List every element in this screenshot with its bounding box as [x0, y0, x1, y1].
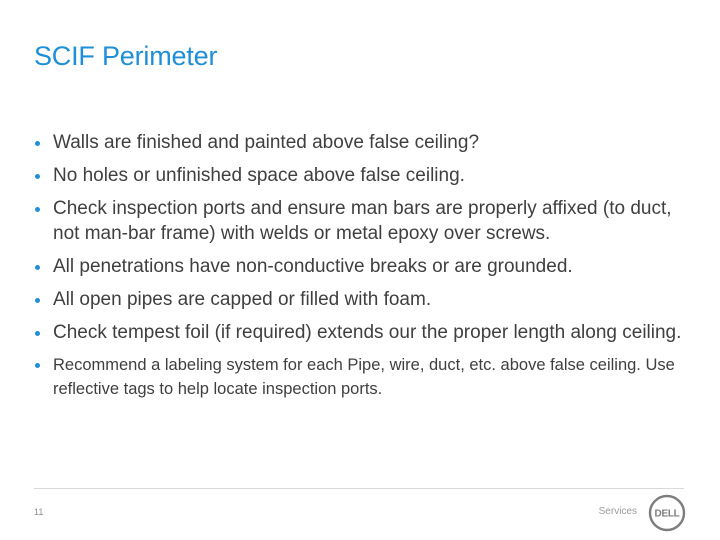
slide-title: SCIF Perimeter — [34, 41, 218, 71]
footer-divider — [34, 488, 684, 489]
bullet-item: Walls are finished and painted above false ceiling? — [34, 130, 694, 155]
page-number: 11 — [34, 507, 44, 517]
bullet-list — [34, 130, 694, 409]
bullet-item: All penetrations have non-conductive breaks or are grounded. — [34, 254, 694, 279]
bullet-item: Check tempest foil (if required) extends our the proper length along ceiling. — [34, 320, 694, 345]
bullet-item: All open pipes are capped or filled with foam. — [34, 287, 694, 312]
bullet-item: Check inspection ports and ensure man bars are properly affixed (to duct, not man-bar frame) with welds or metal epoxy over screws. — [34, 196, 694, 246]
dell-logo-text: DELL — [654, 508, 680, 520]
bullet-item: Recommend a labeling system for each Pipe, wire, duct, etc. above false ceiling. Use reflective tags to help locate inspection ports. — [34, 353, 694, 401]
footer-label: Services — [598, 506, 637, 517]
bullet-item: No holes or unfinished space above false ceiling. — [34, 163, 694, 188]
dell-logo-icon — [648, 494, 686, 532]
